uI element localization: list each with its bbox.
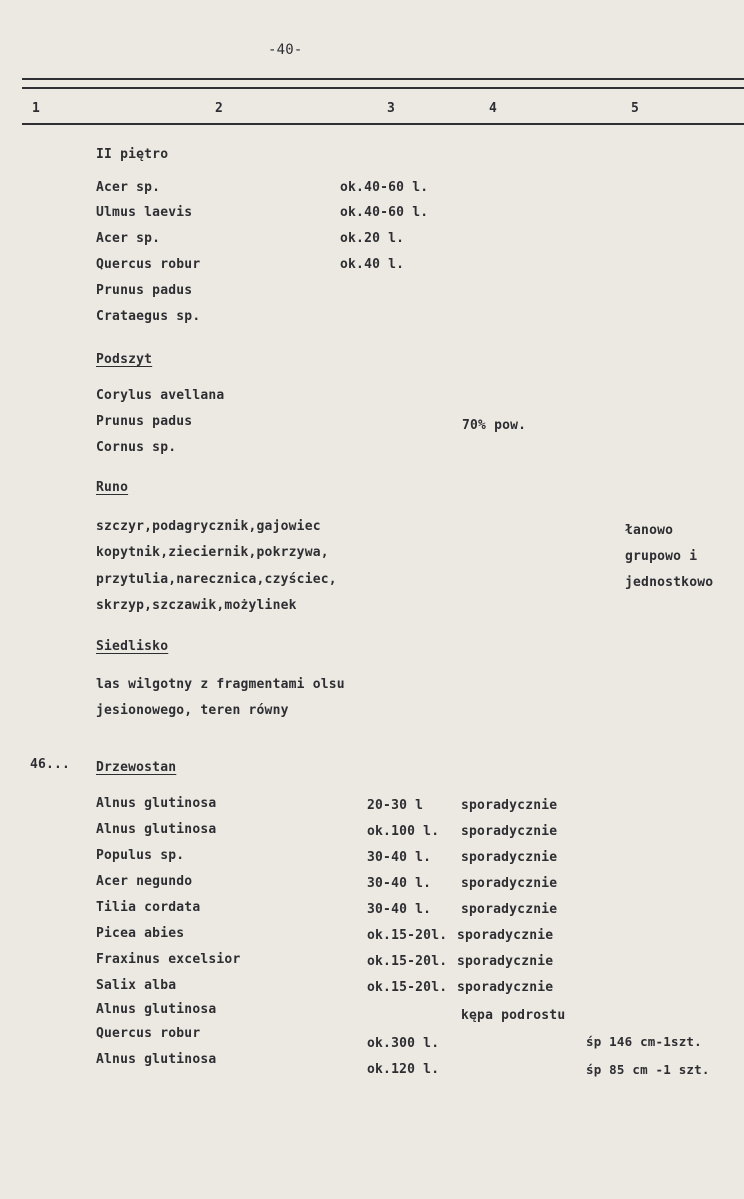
diameter-note: śp 146 cm-1szt. <box>586 1034 702 1049</box>
species-name: Acer sp. <box>96 231 161 246</box>
age-value: ok.100 l. <box>367 824 440 839</box>
entry-leader-dots: .. <box>54 757 71 772</box>
species-name: Ulmus laevis <box>96 205 193 220</box>
species-name: Prunus padus <box>96 414 193 429</box>
section-heading-drzewostan: Drzewostan <box>96 760 177 775</box>
section-heading-ii-pietro: II piętro <box>96 147 169 162</box>
frequency-value: kępa podrostu <box>461 1008 566 1023</box>
column-header-4: 4 <box>489 101 498 116</box>
species-name: Salix alba <box>96 978 177 993</box>
diameter-note: śp 85 cm -1 szt. <box>586 1062 710 1077</box>
species-name: Alnus glutinosa <box>96 1052 217 1067</box>
species-name: Alnus glutinosa <box>96 822 217 837</box>
species-name: Quercus robur <box>96 1026 201 1041</box>
age-value: 30-40 l. <box>367 850 432 865</box>
age-value: 30-40 l. <box>367 876 432 891</box>
coverage-value: 70% pow. <box>462 418 527 433</box>
age-value: 30-40 l. <box>367 902 432 917</box>
frequency-value: sporadycznie <box>461 902 558 917</box>
distribution-note: grupowo i <box>625 549 698 564</box>
age-value: ok.40-60 l. <box>340 205 429 220</box>
header-rule-bottom <box>22 123 744 125</box>
species-name: Alnus glutinosa <box>96 1002 217 1017</box>
species-name: Cornus sp. <box>96 440 177 455</box>
age-value: ok.20 l. <box>340 231 405 246</box>
age-value: ok.40 l. <box>340 257 405 272</box>
distribution-note: jednostkowo <box>625 575 714 590</box>
species-name: Quercus robur <box>96 257 201 272</box>
age-value: ok.300 l. <box>367 1036 440 1051</box>
frequency-value: sporadycznie <box>461 798 558 813</box>
age-value: 20-30 l <box>367 798 424 813</box>
runo-species-line: kopytnik,zieciernik,pokrzywa, <box>96 545 329 560</box>
frequency-value: sporadycznie <box>461 850 558 865</box>
age-value: ok.15-20l. <box>367 928 448 943</box>
species-name: Tilia cordata <box>96 900 201 915</box>
age-value: ok.40-60 l. <box>340 180 429 195</box>
column-header-5: 5 <box>631 101 640 116</box>
habitat-description-line: jesionowego, teren równy <box>96 703 289 718</box>
page-number: -40- <box>268 42 303 58</box>
distribution-note: łanowo <box>625 523 674 538</box>
runo-species-line: szczyr,podagrycznik,gajowiec <box>96 519 321 534</box>
species-name: Alnus glutinosa <box>96 796 217 811</box>
species-name: Fraxinus excelsior <box>96 952 241 967</box>
entry-number: 46. <box>30 757 55 772</box>
species-name: Crataegus sp. <box>96 309 201 324</box>
species-name: Acer negundo <box>96 874 193 889</box>
frequency-value: sporadycznie <box>461 876 558 891</box>
age-value: ok.120 l. <box>367 1062 440 1077</box>
age-value: ok.15-20l. <box>367 980 448 995</box>
frequency-value: sporadycznie <box>457 954 554 969</box>
section-heading-siedlisko: Siedlisko <box>96 639 169 654</box>
runo-species-line: skrzyp,szczawik,możylinek <box>96 598 297 613</box>
column-header-2: 2 <box>215 101 224 116</box>
species-name: Prunus padus <box>96 283 193 298</box>
species-name: Acer sp. <box>96 180 161 195</box>
column-header-3: 3 <box>387 101 396 116</box>
habitat-description-line: las wilgotny z fragmentami olsu <box>96 677 345 692</box>
runo-species-line: przytulia,narecznica,czyściec, <box>96 572 337 587</box>
frequency-value: sporadycznie <box>457 980 554 995</box>
frequency-value: sporadycznie <box>457 928 554 943</box>
species-name: Populus sp. <box>96 848 185 863</box>
section-heading-runo: Runo <box>96 480 129 495</box>
header-rule-top <box>22 78 744 80</box>
section-heading-podszyt: Podszyt <box>96 352 153 367</box>
species-name: Corylus avellana <box>96 388 225 403</box>
column-header-1: 1 <box>32 101 41 116</box>
age-value: ok.15-20l. <box>367 954 448 969</box>
frequency-value: sporadycznie <box>461 824 558 839</box>
species-name: Picea abies <box>96 926 185 941</box>
header-rule-second <box>22 87 744 89</box>
